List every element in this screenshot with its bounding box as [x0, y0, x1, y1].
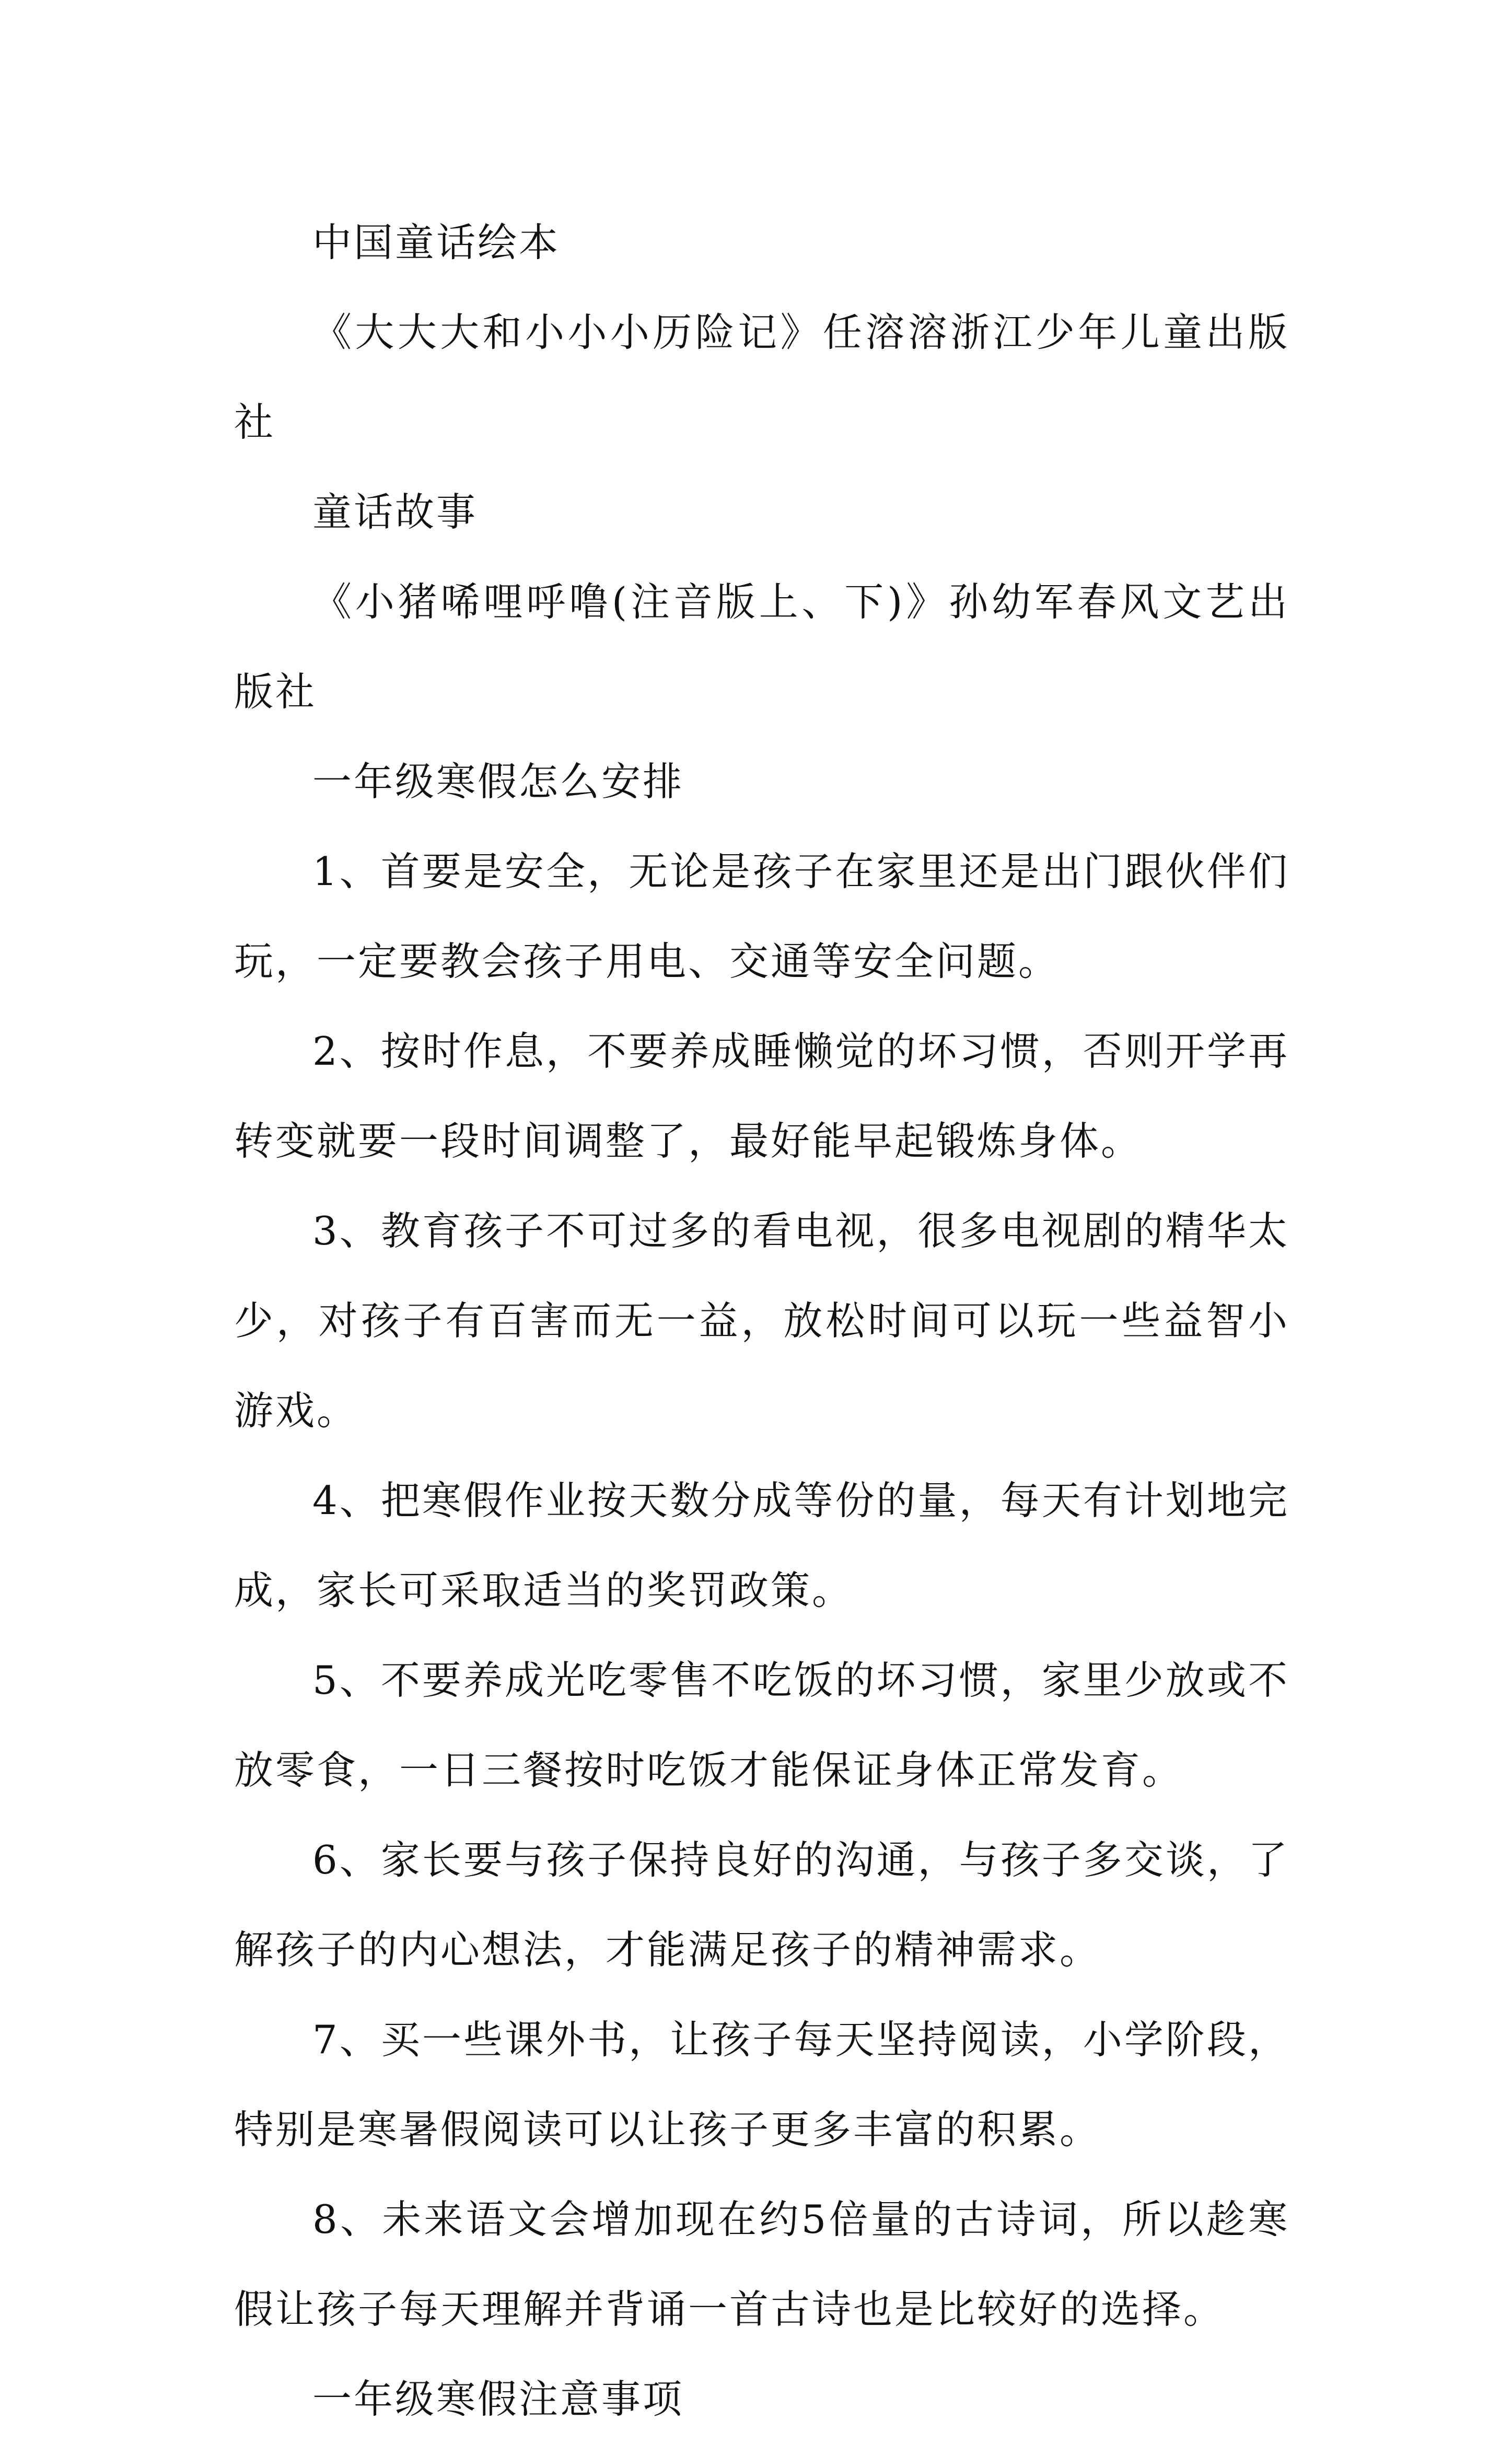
list-item-6: 6、家长要与孩子保持良好的沟通，与孩子多交谈，了解孩子的内心想法，才能满足孩子的精神需求。	[234, 1837, 1289, 1973]
list-item-4: 4、把寒假作业按天数分成等份的量，每天有计划地完成，家长可采取适当的奖罚政策。	[234, 1477, 1289, 1613]
book-entry-xiaozhu: 《小猪唏哩呼噜(注音版上、下)》孙幼军春风文艺出版社	[234, 579, 1289, 715]
section-heading-winter-arrangement: 一年级寒假怎么安排	[312, 759, 684, 805]
list-item-2: 2、按时作息，不要养成睡懒觉的坏习惯，否则开学再转变就要一段时间调整了，最好能早起锻炼身体。	[234, 1028, 1289, 1164]
book-entry-dadada: 《大大大和小小小历险记》任溶溶浙江少年儿童出版社	[234, 309, 1289, 445]
list-item-1: 1、首要是安全，无论是孩子在家里还是出门跟伙伴们玩，一定要教会孩子用电、交通等安全问题。	[234, 848, 1289, 984]
list-item-8: 8、未来语文会增加现在约5倍量的古诗词，所以趁寒假让孩子每天理解并背诵一首古诗也是比较好的选择。	[234, 2196, 1289, 2332]
document-body	[234, 197, 1289, 2444]
list-item-7: 7、买一些课外书，让孩子每天坚持阅读，小学阶段，特别是寒暑假阅读可以让孩子更多丰富的积累。	[234, 2017, 1289, 2152]
section-heading-fairy-stories: 童话故事	[312, 489, 478, 535]
list-item-5: 5、不要养成光吃零售不吃饭的坏习惯，家里少放或不放零食，一日三餐按时吃饭才能保证身体正常发育。	[234, 1657, 1289, 1793]
section-heading-fairy-picture-books: 中国童话绘本	[312, 219, 561, 265]
section-heading-winter-notes: 一年级寒假注意事项	[312, 2376, 684, 2422]
list-item-3: 3、教育孩子不可过多的看电视，很多电视剧的精华太少，对孩子有百害而无一益，放松时间可以玩一些益智小游戏。	[234, 1208, 1289, 1434]
